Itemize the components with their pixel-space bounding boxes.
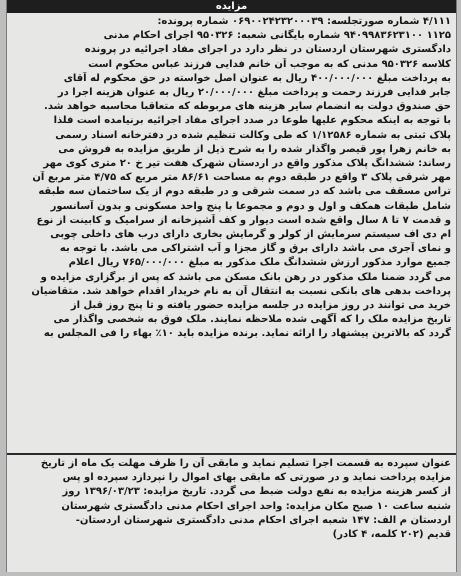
notice-footer bbox=[12, 457, 451, 569]
body-line: و نمای آجری می باشد دارای برق و گاز مجزا و آب اشتراکی می باشد. با توجه به bbox=[59, 243, 451, 255]
footer-line: قدیم (۲۰۲ کلمه، ۴ کادر) bbox=[332, 529, 451, 541]
body-line: به خانم زهرا پور قیصر واگذار شده را به شرح ذیل از طریق مزایده به فروش می bbox=[58, 143, 451, 155]
body-line: و قدمت ۷ تا ۸ سال واقع شده است دیوار و کف آشپزخانه از سرامیک و کابینت از نوع bbox=[36, 214, 451, 226]
notice-body bbox=[12, 15, 451, 451]
body-line: شامل طبقات همکف و اول و دوم و مجموعا با پنج واحد مسکونی و بدون آسانسور bbox=[50, 200, 451, 212]
body-line: گردد که بالاترین پیشنهاد را ارائه نماید. برنده مزایده باید ۱۰٪ بهاء را فی المجلس به bbox=[43, 328, 451, 340]
section-divider bbox=[7, 453, 456, 455]
body-line: مهر شرقی پلاک ۳ واقع در طبقه دوم به مساحت ۸۶/۶۱ متر مربع که ۴/۷۵ متر مربع آن bbox=[32, 172, 451, 184]
body-line: با توجه به اینکه محکوم علیها طوعا در صدد اجرای مفاد اجرائیه برنیامده است فلذا bbox=[53, 115, 451, 127]
body-line: ام دی اف سیستم سرمایش از کولر و گرمایش بخاری دارای درب های داخلی چوبی bbox=[50, 229, 451, 241]
body-line: ۱۱۲۵ ۹۴۰۹۹۸۳۶۲۳۱۰۰ شماره بایگانی شعبه: ۹۵۰۳۲۶ اجرای احکام مدنی bbox=[103, 30, 451, 42]
footer-line: شنبه ساعت ۱۰ صبح مکان مزایده: واحد اجرای احکام مدنی دادگستری شهرستان bbox=[61, 500, 451, 512]
body-line: پرداخت بدهی های بانکی نسبت به انتقال آن به نام خریدار اقدام خواهد شد. متقاضیان bbox=[31, 285, 451, 297]
body-line: رساند: ششدانگ پلاک مذکور واقع در اردستان شهرک هفت تیر خ ۲۰ متری کوی مهر bbox=[43, 158, 451, 170]
body-line: جابر فدایی فرزند رحمت و پرداخت مبلغ ۲۰/۰۰۰/۰۰۰ ریال به عنوان هزینه اجرا در bbox=[57, 87, 451, 99]
body-line: می گردد ضمنا ملک مذکور در رهن بانک مسکن می باشد که پس از برگزاری مزایده و bbox=[40, 271, 451, 283]
title-bar bbox=[7, 0, 456, 13]
body-line: کلاسه ۹۵۰۳۲۶ مدنی که به موجب آن خانم فدایی فرزند عباس محکوم است bbox=[88, 58, 451, 70]
body-line: جمیع موارد مذکور ارزش ششدانگ ملک مذکور به مبلغ ۷۶۵/۰۰۰/۰۰۰ ریال اعلام bbox=[68, 257, 451, 269]
body-line: تراس مسقف می باشد که در سمت شرقی و در طبقه دوم از یک ساختمان سه طبقه bbox=[38, 186, 451, 198]
footer-line: مزایده پرداخت نماید و در صورتی که مابقی بهای اموال را نپردازد سپرده او پس bbox=[62, 472, 451, 484]
notice-title: مزایده bbox=[215, 1, 248, 12]
body-line: پلاک ثبتی به شماره ۱/۱۲۵۸۶ که طی وکالت تنظیم شده در دفترخانه اسناد رسمی bbox=[55, 129, 451, 141]
footer-line: اردستان م الف: ۱۴۷ شعبه اجرای احکام مدنی دادگستری شهرستان اردستان- bbox=[75, 514, 451, 526]
body-line: خرید می توانند در روز مزایده در جلسه مزایده حضور یافته و تا پنج روز قبل از bbox=[70, 300, 451, 312]
body-line: دادگستری شهرستان اردستان در نظر دارد در اجرای مفاد اجرائیه در پرونده bbox=[84, 44, 451, 56]
footer-line: عنوان سپرده به قسمت اجرا تسلیم نماید و مابقی آن را ظرف مهلت یک ماه از تاریخ bbox=[40, 458, 451, 469]
body-line: حق صندوق دولت به انضمام سایر هزینه های مربوطه که متعاقبا محاسبه خواهد شد. bbox=[44, 101, 451, 113]
footer-line: از کسر هزینه مزایده به نفع دولت ضبط می گردد. تاریخ مزایده: ۱۳۹۶/۰۳/۲۳ روز bbox=[62, 486, 451, 498]
body-line: به پرداخت مبلغ ۴۰۰/۰۰۰/۰۰۰ ریال به عنوان اصل خواسته در حق محکوم له آقای bbox=[63, 72, 451, 84]
body-line: تاریخ مزایده ملک را که آگهی شده ملاحظه نمایند. ملک فوق به شخصی واگذار می bbox=[53, 314, 451, 326]
notice-sheet bbox=[6, 0, 457, 572]
body-line: ۴/۱۱۱ شماره صورتجلسه: ۰۶۹۰۰۲۴۲۳۲۰۰۰۳۹ شماره پرونده: bbox=[157, 16, 451, 27]
